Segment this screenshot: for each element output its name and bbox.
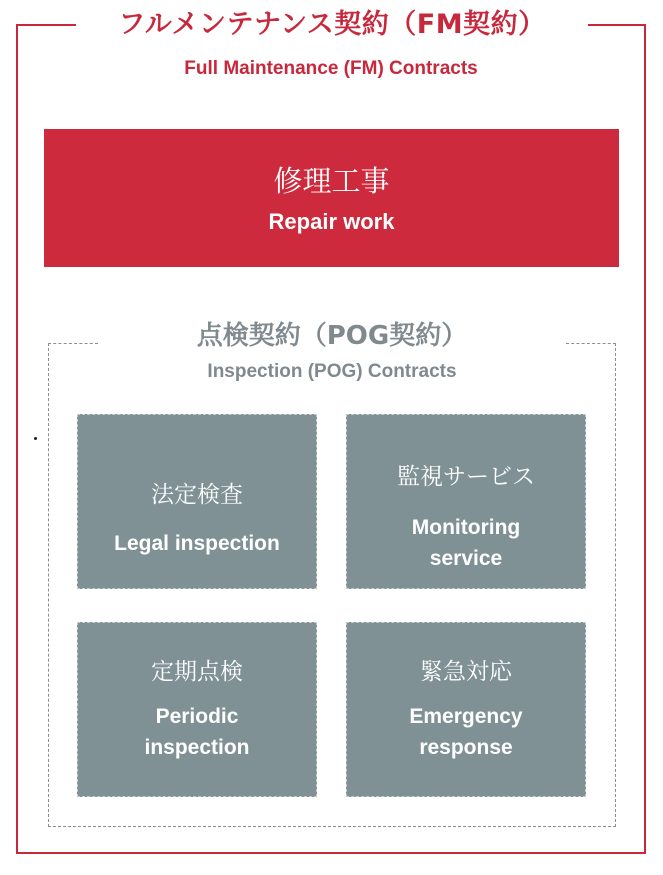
monitoring-service-label-en: Monitoring service [411, 516, 521, 570]
emergency-response-label-ja: 緊急対応 [420, 659, 512, 685]
fm-contract-title-en: Full Maintenance (FM) Contracts [184, 58, 478, 79]
stray-dot [34, 437, 37, 440]
monitoring-service-tile [346, 414, 586, 589]
legal-inspection-label-ja: 法定検査 [151, 482, 243, 508]
legal-inspection-tile [77, 414, 317, 589]
monitoring-service-label-ja: 監視サービス [397, 464, 535, 490]
fm-frame-top-left-line [16, 24, 76, 26]
repair-work-box [44, 129, 619, 267]
fm-contract-title-ja: フルメンテナンス契約（FM契約） [118, 9, 546, 40]
pog-contract-title-ja: 点検契約（POG契約） [196, 321, 468, 351]
pog-frame-top-left-line [48, 343, 98, 344]
repair-work-label-ja: 修理工事 [273, 164, 390, 198]
legal-inspection-label-en: Legal inspection [114, 532, 280, 555]
periodic-inspection-tile [77, 622, 317, 797]
pog-contract-title-en: Inspection (POG) Contracts [207, 361, 457, 382]
periodic-inspection-label-en: Periodic inspection [144, 705, 250, 759]
periodic-inspection-label-ja: 定期点検 [151, 659, 243, 685]
emergency-response-label-en: Emergency response [409, 705, 523, 759]
repair-work-label-en: Repair work [268, 209, 395, 234]
fm-frame-top-right-line [588, 24, 646, 26]
pog-frame-top-right-line [566, 343, 616, 344]
emergency-response-tile [346, 622, 586, 797]
